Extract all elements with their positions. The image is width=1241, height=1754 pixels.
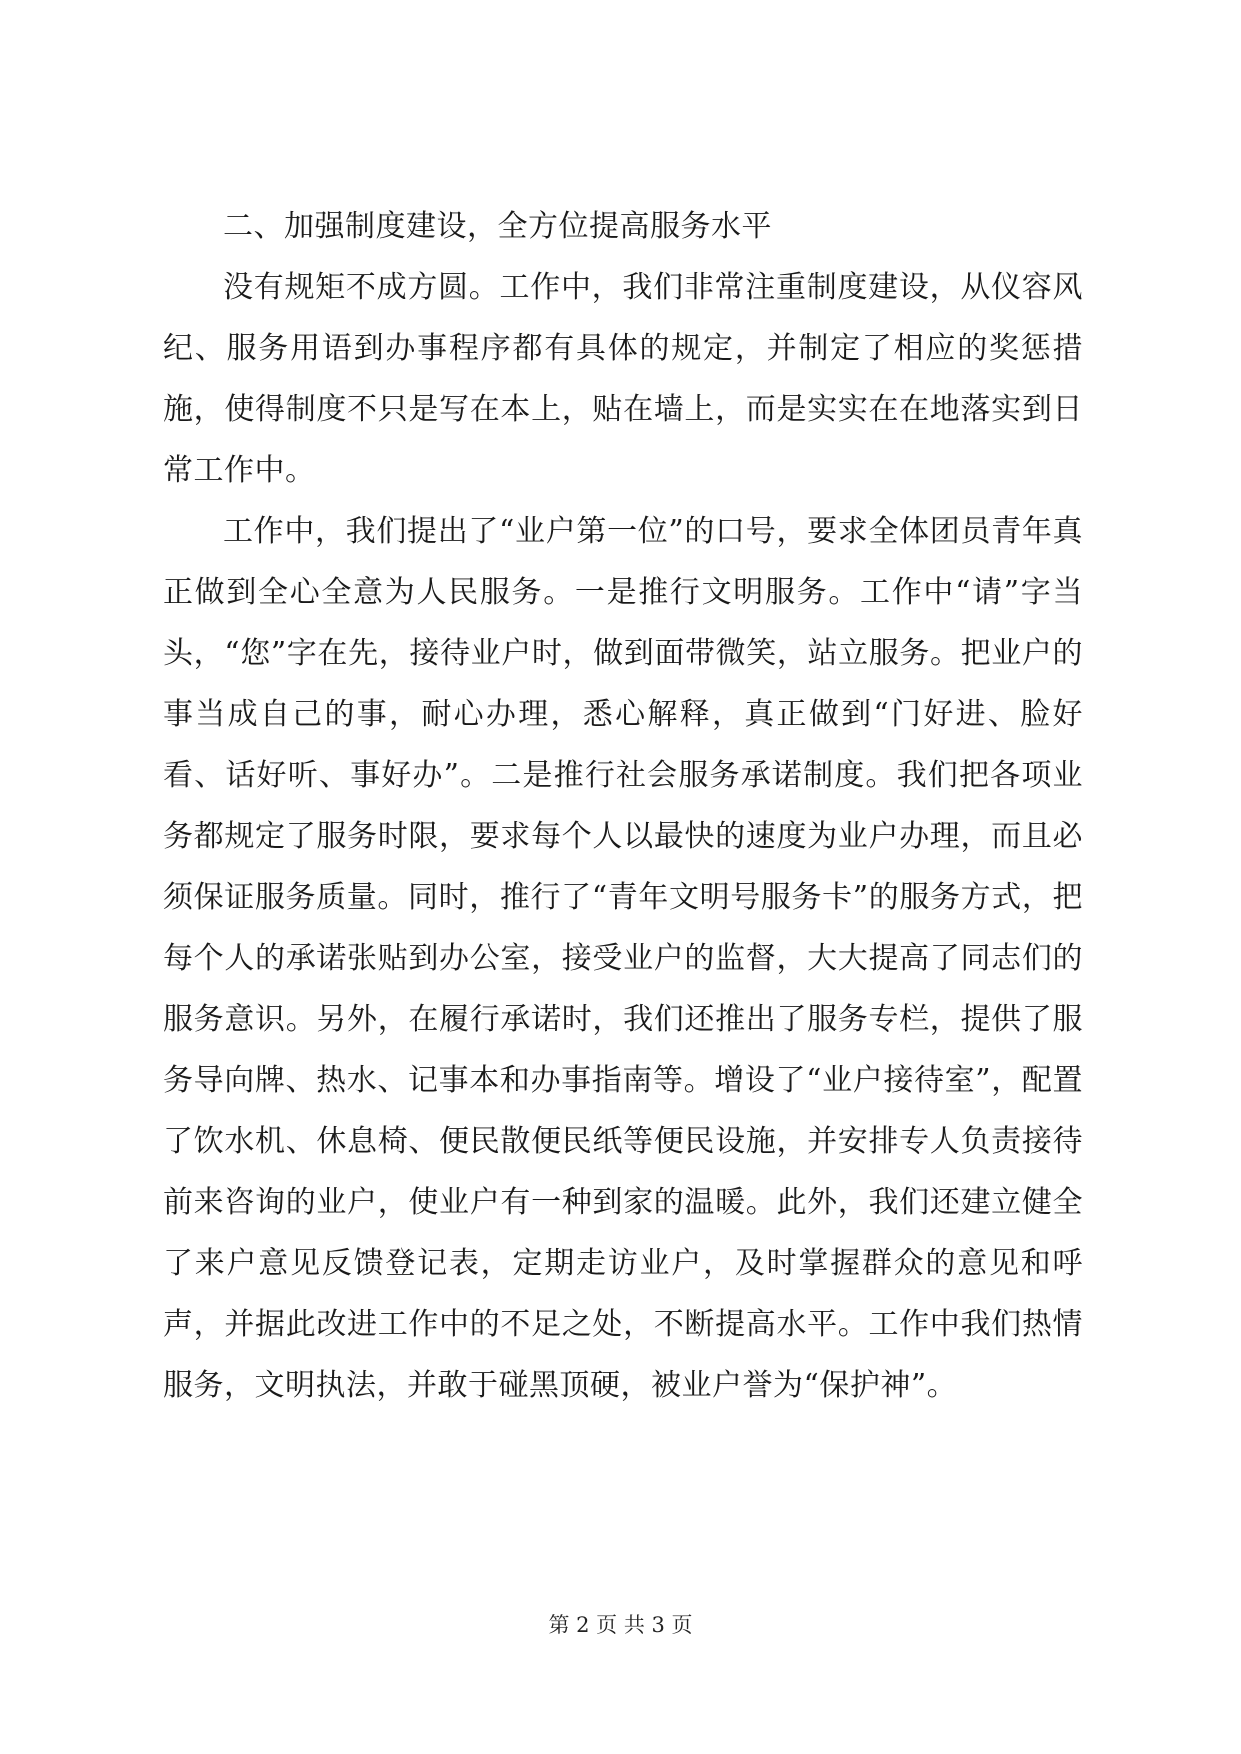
page-footer (0, 1610, 1241, 1640)
paragraph-rules: 没有规矩不成方圆。工作中，我们非常注重制度建设，从仪容风纪、服务用语到办事程序都有具体的规定，并制定了相应的奖惩措施，使得制度不只是写在本上，贴在墙上，而是实实在在地落实到日常工作中。 (163, 270, 1083, 488)
page-number: 第 2 页 共 3 页 (548, 1613, 693, 1637)
document-body (163, 196, 1083, 1416)
paragraph-service: 工作中，我们提出了“业户第一位”的口号，要求全体团员青年真正做到全心全意为人民服务。一是推行文明服务。工作中“请”字当头，“您”字在先，接待业户时，做到面带微笑，站立服务。把业户的事当成自己的事，耐心办理，悉心解释，真正做到“门好进、脸好看、话好听、事好办”。二是推行社会服务承诺制度。我们把各项业务都规定了服务时限，要求每个人以最快的速度为业户办理，而且必须保证服务质量。同时，推行了“青年文明号服务卡”的服务方式，把每个人的承诺张贴到办公室，接受业户的监督，大大提高了同志们的服务意识。另外，在履行承诺时，我们还推出了服务专栏，提供了服务导向牌、热水、记事本和办事指南等。增设了“业户接待室”，配置了饮水机、休息椅、便民散便民纸等便民设施，并安排专人负责接待前来咨询的业户，使业户有一种到家的温暖。此外，我们还建立健全了来户意见反馈登记表，定期走访业户，及时掌握群众的意见和呼声，并据此改进工作中的不足之处，不断提高水平。工作中我们热情服务，文明执法，并敢于碰黑顶硬，被业户誉为“保护神”。 (163, 514, 1083, 1403)
section-heading: 二、加强制度建设，全方位提高服务水平 (223, 209, 772, 244)
